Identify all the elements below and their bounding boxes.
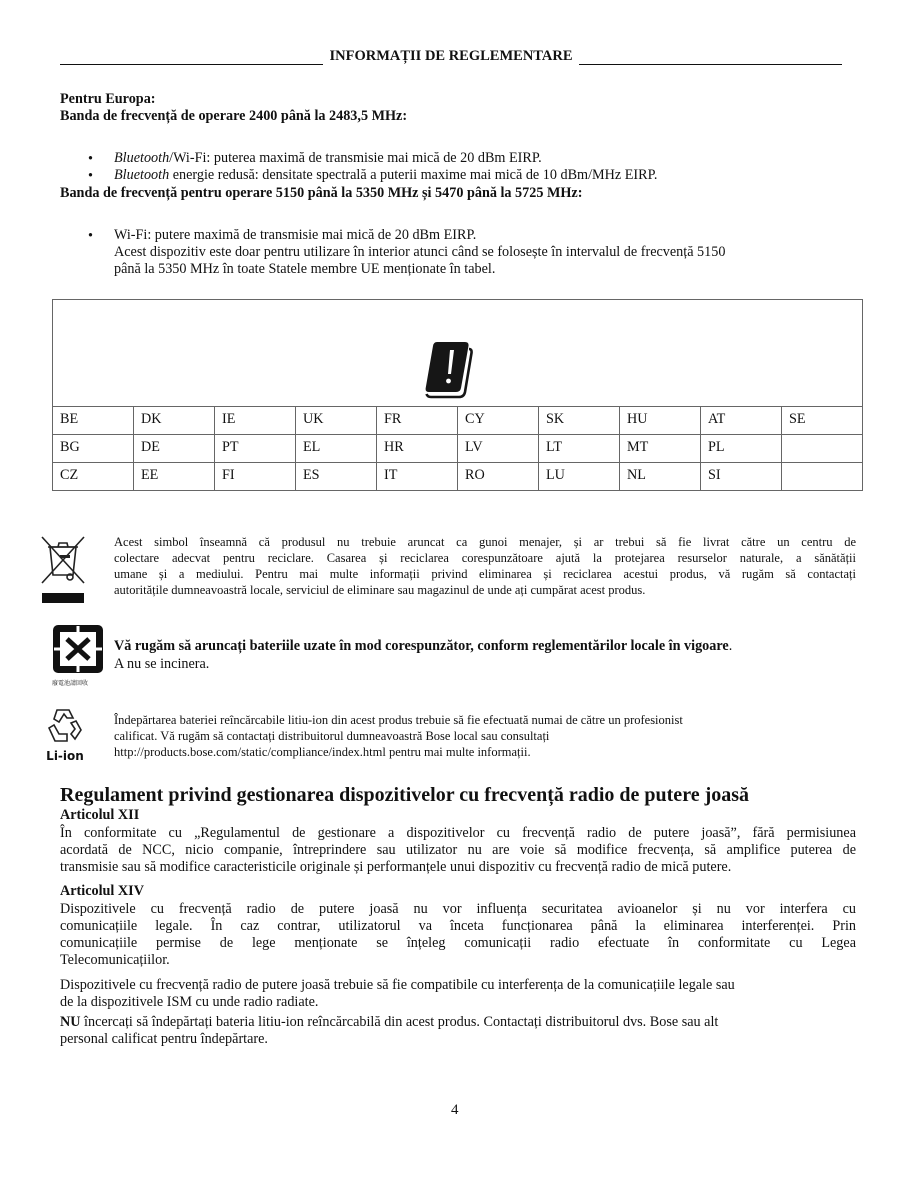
- country-cell: NL: [620, 463, 701, 491]
- bullet-dot: •: [88, 151, 93, 167]
- battery-icon-caption: 廢電池請回收: [52, 680, 89, 687]
- period: .: [728, 638, 733, 654]
- country-cell: ES: [296, 463, 377, 491]
- country-cell: BE: [53, 407, 134, 435]
- country-cell: HR: [377, 435, 458, 463]
- country-cell: HU: [620, 407, 701, 435]
- country-cell: FI: [215, 463, 296, 491]
- country-restriction-table: [52, 299, 863, 491]
- weee-line: autoritățile dumneavoastră locale, serviciul de eliminare sau magazinul de unde ați cumpărat acest produs.: [114, 583, 646, 597]
- band2-title: Banda de frecvență pentru operare 5150 până la 5350 MHz și 5470 până la 5725 MHz:: [60, 185, 583, 201]
- country-cell: PL: [701, 435, 782, 463]
- header-rule-left: [60, 52, 323, 65]
- table-row: [53, 435, 863, 463]
- no-incinerate-notice: A nu se incinera.: [114, 656, 210, 672]
- country-cell: CY: [458, 407, 539, 435]
- band2-bullet: Wi-Fi: putere maximă de transmisie mai mică de 20 dBm EIRP.: [114, 227, 477, 243]
- paragraph-line: În conformitate cu „Regulamentul de gestionare a dispozitivelor cu frecvență radio de putere joasă”, fără permisiunea: [60, 825, 856, 841]
- paragraph-line: transmisie sau să modifice caracteristicile originale și performanțele unui dispozitiv cu frecvență radio de mică putere.: [60, 859, 732, 875]
- country-cell: CZ: [53, 463, 134, 491]
- country-cell: IE: [215, 407, 296, 435]
- band1-bullet-1: [114, 150, 542, 167]
- paragraph-line: Telecomunicațiilor.: [60, 952, 170, 968]
- band2-note-line-2: până la 5350 MHz în toate Statele membre UE menționate în tabel.: [114, 261, 496, 277]
- band1-title: Banda de frecvență de operare 2400 până la 2483,5 MHz:: [60, 108, 408, 124]
- country-cell: BG: [53, 435, 134, 463]
- paragraph-line: Dispozitivele cu frecvență radio de putere joasă nu vor influența securitatea avioanelor și nu vor interfera cu: [60, 901, 856, 917]
- article-12-title: Articolul XII: [60, 807, 140, 823]
- page-number: 4: [451, 1102, 459, 1118]
- country-cell: MT: [620, 435, 701, 463]
- bullet-dot: •: [88, 168, 93, 184]
- battery-notice-bold: Vă rugăm să aruncați bateriile uzate în mod corespunzător, conform reglementărilor locale în vigoare: [114, 638, 729, 654]
- bullet-text: /Wi-Fi: puterea maximă de transmisie mai mică de 20 dBm EIRP.: [169, 150, 542, 166]
- crossed-out-bin-icon: [40, 535, 86, 605]
- li-ion-label: Li-ion: [46, 749, 84, 763]
- country-cell: [782, 463, 863, 491]
- li-ion-line: Îndepărtarea bateriei reîncărcabile litiu-ion din acest produs trebuie să fie efectuată numai de către un profesionist: [114, 713, 683, 727]
- article-12-body: [60, 825, 856, 876]
- country-cell: AT: [701, 407, 782, 435]
- paragraph-line: acordată de NCC, nicio companie, întreprindere sau utilizator nu are voie să modifice frecvența, să amplifice puterea de: [60, 842, 856, 858]
- taiwan-battery-recycling-icon: [53, 625, 103, 673]
- li-ion-notice: [114, 712, 683, 760]
- country-cell: SI: [701, 463, 782, 491]
- li-ion-line: calificat. Vă rugăm să contactați distribuitorul dumneavoastră Bose local sau consultați: [114, 729, 550, 743]
- europe-heading: Pentru Europa:: [60, 91, 156, 107]
- country-cell: SE: [782, 407, 863, 435]
- country-cell: LT: [539, 435, 620, 463]
- country-cell: [782, 435, 863, 463]
- paragraph-line: personal calificat pentru îndepărtare.: [60, 1031, 268, 1047]
- paragraph-line: de la dispozitivele ISM cu unde radio radiate.: [60, 994, 319, 1010]
- country-cell: UK: [296, 407, 377, 435]
- header-rule-right: [579, 52, 842, 65]
- country-cell: EL: [296, 435, 377, 463]
- table-row: [53, 463, 863, 491]
- section-header: [60, 48, 842, 65]
- li-ion-symbol: [41, 706, 89, 762]
- country-cell: FR: [377, 407, 458, 435]
- restriction-icon-cell: [53, 300, 863, 407]
- country-cell: SK: [539, 407, 620, 435]
- paragraph-line: comunicațiile permise de lege menționate se înțeleg comunicații radio efectuate în conformitate cu Legea: [60, 935, 856, 951]
- section-title: INFORMAȚII DE REGLEMENTARE: [329, 48, 573, 64]
- restriction-warning-icon: [425, 340, 487, 400]
- article-14-body: [60, 901, 856, 969]
- table-row: [53, 407, 863, 435]
- weee-line: Acest simbol înseamnă că produsul nu trebuie aruncat ca gunoi menajer, și ar trebui să fie livrat către un centru de: [114, 535, 856, 549]
- li-ion-line: http://products.bose.com/static/compliance/index.html pentru mai multe informații.: [114, 745, 531, 759]
- bullet-text: energie redusă: densitate spectrală a puterii maxime mai mică de 10 dBm/MHz EIRP.: [169, 167, 658, 183]
- article-14-title: Articolul XIV: [60, 883, 144, 899]
- paragraph-line: Dispozitivele cu frecvență radio de putere joasă trebuie să fie compatibile cu interferența de la comunicațiile legale sau: [60, 977, 735, 993]
- li-ion-recycling-icon: [45, 706, 85, 746]
- band1-bullet-2: [114, 167, 657, 184]
- bluetooth-term: Bluetooth: [114, 167, 170, 183]
- bluetooth-term: Bluetooth: [114, 150, 170, 166]
- country-cell: IT: [377, 463, 458, 491]
- country-cell: RO: [458, 463, 539, 491]
- weee-line: umane și a mediului. Pentru mai multe informații privind eliminarea și reciclarea acestui produs, vă rugăm să contactați: [114, 567, 856, 581]
- weee-notice: [114, 534, 856, 598]
- removal-warning: [60, 1014, 718, 1048]
- battery-notice: [114, 638, 732, 655]
- country-cell: DK: [134, 407, 215, 435]
- paragraph-line: încercați să îndepărtați bateria litiu-ion reîncărcabilă din acest produs. Contactați distribuitorul dvs. Bose sau alt: [80, 1014, 719, 1030]
- taiwan-battery-recycling-symbol: [53, 625, 107, 688]
- warning-emphasis: NU: [60, 1014, 81, 1030]
- country-cell: LV: [458, 435, 539, 463]
- compatibility-paragraph: [60, 977, 735, 1011]
- paragraph-line: comunicațiile legale. În caz contrar, utilizatorul va înceta funcționarea până la eliminarea interferenței. Prin: [60, 918, 856, 934]
- regulation-title: Regulament privind gestionarea dispozitivelor cu frecvență radio de putere joasă: [60, 784, 750, 806]
- bullet-dot: •: [88, 228, 93, 244]
- band2-note-line-1: Acest dispozitiv este doar pentru utilizare în interior atunci când se folosește în intervalul de frecvență 5150: [114, 244, 726, 260]
- weee-line: colectare adecvat pentru reciclare. Casarea și reciclarea corespunzătoare ajută la protejarea resurselor naturale, a sănătății: [114, 551, 856, 565]
- country-cell: DE: [134, 435, 215, 463]
- country-cell: EE: [134, 463, 215, 491]
- country-cell: PT: [215, 435, 296, 463]
- country-cell: LU: [539, 463, 620, 491]
